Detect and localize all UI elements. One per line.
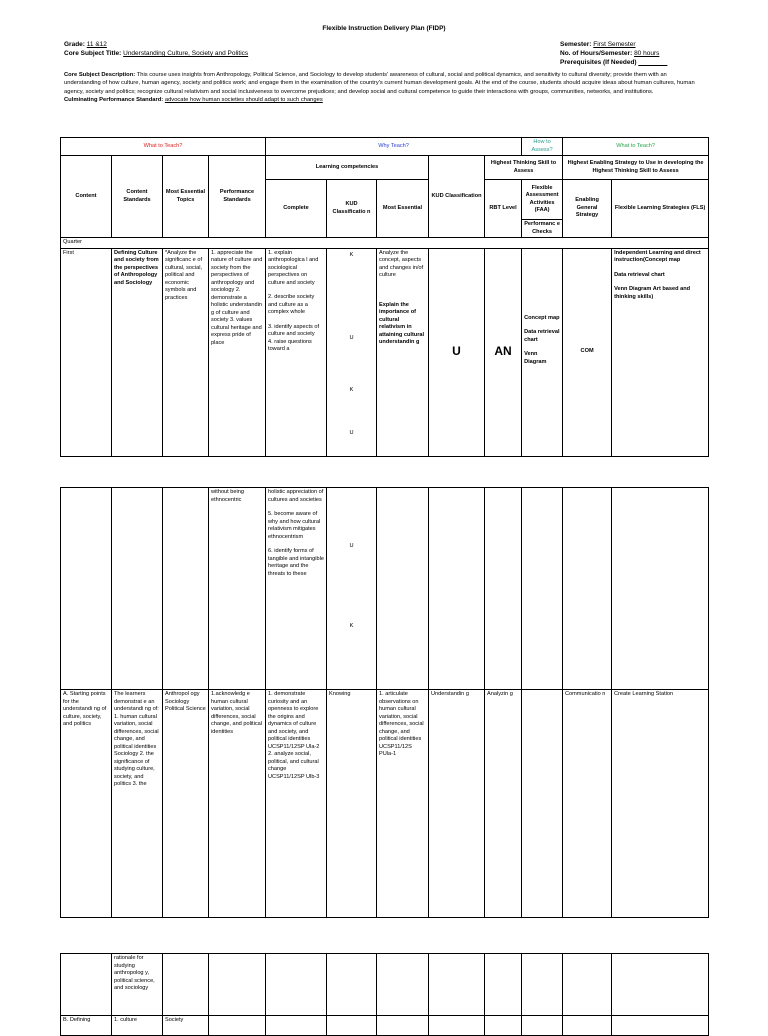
col-kud-classification: KUD Classification [429,156,485,238]
fidp-table-page1 [60,137,709,457]
kud-u-1: U [349,335,354,341]
cell-complete [266,1016,327,1036]
cell-rbt-level [485,1016,522,1036]
cell-most-essential-topics [163,954,209,1016]
subject-line [64,50,248,58]
cell-kud-classification-1 [327,248,377,456]
table-row [61,954,709,1016]
competency-1: 1. explain anthropologica l and sociological perspectives on culture and society [268,249,319,286]
cell-rbt-level: Analyzin g [485,690,522,918]
fls-2: Data retrieval chart [614,271,665,278]
cell-flexible-learning-strategies [612,248,709,456]
how-assess-header: How to Assess? [522,138,563,156]
cell-content: A. Starting points for the understandi ng of culture, society, and politics [61,690,112,918]
cell-enabling-general-strategy: Communicatio n [563,690,612,918]
kud-6: K [349,622,354,629]
grade-value: 11 &12 [86,41,107,48]
cell-most-essential [377,248,429,456]
cell-kud-classification: Understandin g [429,690,485,918]
competency-4: 4. raise questions toward a [268,338,312,352]
prereq-line [560,59,667,67]
prereq-label: Prerequisites (If Needed) [560,59,637,66]
prereq-value: ________ [638,59,668,66]
fls-1: Independent Learning and direct instruction(Concept map [614,249,701,263]
quarter-row: Quarter [61,238,709,249]
cell-kud-classification-1 [327,1016,377,1036]
cell-kud-classification [429,954,485,1016]
most-essential-2: Explain the importance of cultural relativism in attaining cultural understandin g [379,301,425,345]
col-flexible-learning-strategies: Flexible Learning Strategies (FLS) [612,180,709,238]
competency-6: 6. identify forms of tangible and intangible heritage and the threats to these [268,548,324,577]
cell-faa [522,488,563,690]
cell-kud-classification [429,1016,485,1036]
cell-rbt-level [485,954,522,1016]
standard-value: advocate how human societies should adapt to such changes [164,97,323,104]
col-enabling-general-strategy: Enabling General Strategy [563,180,612,238]
why-teach-header: Why Teach? [266,138,522,156]
cell-content [61,954,112,1016]
subject-value: Understanding Culture, Society and Politics [123,50,249,57]
hours-line [560,50,659,58]
kud-k-1: K [349,251,354,258]
col-performance-checks: Performanc e Checks [522,220,563,238]
col-content-standards: Content Standards [112,156,163,238]
cell-most-essential [377,1016,429,1036]
cell-content-standards: 1. culture [112,1016,163,1036]
cell-content-standards: The learners demonstrat e an understandi ng of: 1. human cultural variation, social differences, social change, and political identities Sociology 2. the significance of studying culture, society, and politics 3. the [112,690,163,918]
description-label: Core Subject Description: [64,72,136,78]
cell-performance-standards: 1. appreciate the nature of culture and society from the perspectives of anthropology and sociology 2. demonstrate a holistic understandin g of culture and society 3. values cultural heritage and express pride of place [209,248,266,456]
kud-k-2: K [349,386,354,393]
cell-kud-classification-1 [327,488,377,690]
cell-performance-standards [209,1016,266,1036]
col-most-essential-topics: Most Essential Topics [163,156,209,238]
cell-faa [522,690,563,918]
fidp-table-page2 [60,487,709,918]
learning-competencies-header: Learning competencies [266,156,429,180]
cell-kud-classification: U [429,248,485,456]
competency-2: 2. describe society and culture as a complex whole [268,294,315,315]
cell-faa [522,248,563,456]
what-to-teach-header-2: What to Teach? [563,138,709,156]
fls-3: Venn Diagram Art based and thinking skills) [614,286,691,300]
cell-flexible-learning-strategies [612,1016,709,1036]
most-essential-1: Analyze the concept, aspects and changes in/of culture [379,249,424,278]
cell-content-standards: rationale for studying anthropolog y, political science, and sociology [112,954,163,1016]
cell-content: First [61,248,112,456]
standard-label: Culminating Performance Standard: [64,97,164,104]
semester-line [560,41,636,49]
cell-kud-classification-1 [327,954,377,1016]
cell-performance-standards [209,954,266,1016]
cell-faa [522,954,563,1016]
cell-most-essential [377,954,429,1016]
col-most-essential: Most Essential [377,180,429,238]
cell-enabling-general-strategy: COM [563,248,612,456]
cell-content-standards [112,488,163,690]
semester-value: First Semester [593,41,636,48]
subject-description [64,71,704,105]
subject-label: Core Subject Title: [64,50,122,57]
cell-most-essential-topics: *Analyze the significanc e of cultural, social, political and economic symbols and practices [163,248,209,456]
faa-3: Venn Diagram [524,351,547,365]
description-text: This course uses insights from Anthropology, Political Science, and Sociology to develop students' awareness of cultural, social and political dynamics, and sensitivity to cultural diversity; provide them with an understanding of how culture, human agency, society and politics work; and engage them in the examination of the country's current human development goals. At the end of the course, students should acquire ideas about human cultures, human agency, society and politics; recognize cultural relativism and social inclusiveness to overcome prejudices; and develop social and cultural competence to guide their interactions with groups, communities, networks, and institutions. [64,72,695,95]
cell-content-standards: Defining Culture and society from the perspectives of Anthropology and Sociology [112,248,163,456]
cell-complete [266,488,327,690]
cell-flexible-learning-strategies: Create Learning Station [612,690,709,918]
cell-kud-classification-1: Knowing [327,690,377,918]
cell-performance-standards: 1.acknowledg e human cultural variation, social differences, social change, and political identities [209,690,266,918]
cell-enabling-general-strategy [563,954,612,1016]
grade-line [64,41,107,49]
cell-enabling-general-strategy [563,488,612,690]
cell-most-essential: 1. articulate observations on human cultural variation, social differences, social change, and political identities UCSP11/12S PUla-1 [377,690,429,918]
cell-most-essential-topics: Anthropol ogy Sociology Political Science [163,690,209,918]
cell-rbt-level: AN [485,248,522,456]
cell-content: B. Defining [61,1016,112,1036]
hours-label: No. of Hours/Semester: [560,50,633,57]
col-kud-classification-1: KUD Classificatio n [327,180,377,238]
hours-value: 80 hours [634,50,660,57]
cell-complete [266,248,327,456]
cell-rbt-level [485,488,522,690]
cell-flexible-learning-strategies [612,488,709,690]
table-row [61,690,709,918]
cell-flexible-learning-strategies [612,954,709,1016]
cell-complete [266,954,327,1016]
cell-complete: 1. demonstrate curiosity and an openness to explore the origins and dynamics of culture and society, and political identities UCSP11/12SP Ula-2 2. analyze social, political, and cultural change UCSP11/12SP Ulb-3 [266,690,327,918]
faa-1: Concept map [524,314,560,321]
highest-enabling-header: Highest Enabling Strategy to Use in developing the Highest Thinking Skill to Assess [563,156,709,180]
col-performance-standards: Performance Standards [209,156,266,238]
semester-label: Semester: [560,41,592,48]
highest-thinking-header: Highest Thinking Skill to Assess [485,156,563,180]
document-title: Flexible Instruction Delivery Plan (FIDP) [322,25,446,32]
cell-kud-classification [429,488,485,690]
cell-performance-standards: without being ethnocentric [209,488,266,690]
col-rbt-level: RBT Level [485,180,522,238]
cell-most-essential-topics: Society [163,1016,209,1036]
what-to-teach-header: What to Teach? [61,138,266,156]
cell-content [61,488,112,690]
competency-cont: holistic appreciation of cultures and societies [268,489,324,503]
kud-5: U [349,543,354,549]
faa-2: Data retrieval chart [524,329,560,343]
cell-faa [522,1016,563,1036]
competency-3: 3. identify aspects of culture and society [268,323,320,337]
col-content: Content [61,156,112,238]
cell-enabling-general-strategy [563,1016,612,1036]
cell-most-essential [377,488,429,690]
kud-u-2: U [349,430,354,436]
table-row [61,1016,709,1036]
cell-most-essential-topics [163,488,209,690]
grade-label: Grade: [64,41,85,48]
table-row [61,488,709,690]
col-complete: Complete [266,180,327,238]
competency-5: 5. become aware of why and how cultural relativism mitigates ethnocentrism [268,511,321,540]
table-row [61,248,709,456]
col-faa: Flexible Assessment Activities (FAA) [522,180,563,220]
